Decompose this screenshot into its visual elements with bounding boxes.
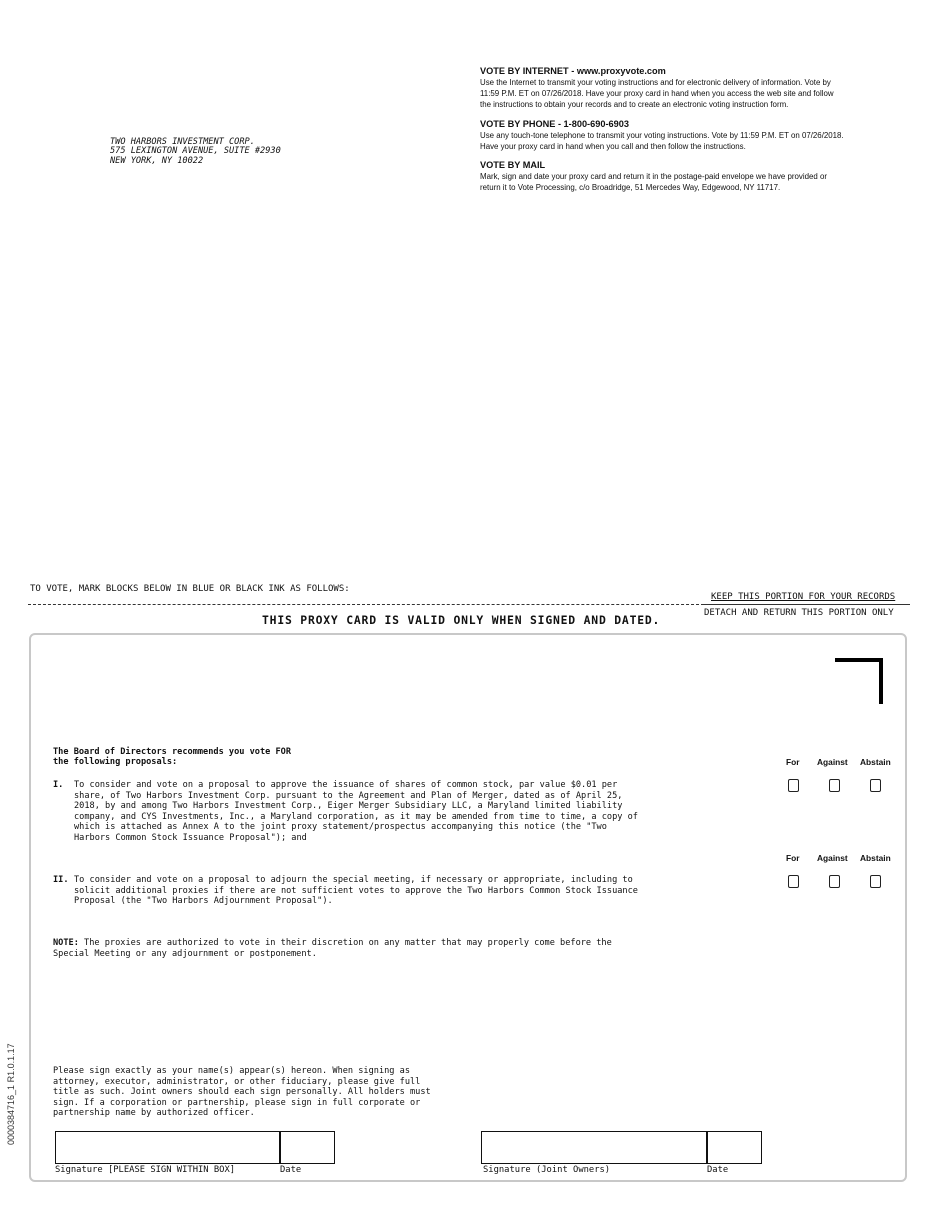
mark-instruction: TO VOTE, MARK BLOCKS BELOW IN BLUE OR BLACK INK AS FOLLOWS: — [30, 584, 350, 594]
proposal-1-text: To consider and vote on a proposal to approve the issuance of shares of common stock, par value $0.01 per share, of Two Harbors Investment Corp. pursuant to the Agreement and Plan of Merger, dated as of April 25, 2018, by and among Two Harbors Investment Corp., Eiger Merger Subsidiary LLC, a Maryland limited liability company, and CYS Investments, Inc., a Maryland corporation, as it may be amended from time to time, a copy of which is attached as Annex A to the joint proxy statement/prospectus accompanying this notice (the "Two Harbors Common Stock Issuance Proposal"); and — [74, 780, 638, 843]
vote-by-internet-title: VOTE BY INTERNET - www.proxyvote.com — [480, 66, 666, 76]
vote-header-abstain-1: Abstain — [860, 757, 891, 767]
keep-portion-label: KEEP THIS PORTION FOR YOUR RECORDS — [711, 592, 896, 602]
joint-signature-box[interactable] — [481, 1131, 708, 1164]
proposal-2-abstain-checkbox[interactable] — [870, 875, 881, 888]
company-address-line1: 575 LEXINGTON AVENUE, SUITE #2930 — [110, 146, 281, 157]
joint-date-label: Date — [707, 1165, 729, 1175]
joint-date-box[interactable] — [706, 1131, 762, 1164]
company-address — [110, 138, 281, 166]
proposal-2-for-checkbox[interactable] — [788, 875, 799, 888]
vote-header-abstain-2: Abstain — [860, 853, 891, 863]
proposal-1-abstain-checkbox[interactable] — [870, 779, 881, 792]
registration-corner-mark — [835, 658, 883, 704]
note-label: NOTE: — [53, 938, 79, 948]
signing-instructions: Please sign exactly as your name(s) appear(s) hereon. When signing as attorney, executor, administrator, or other fiduciary, please give full title as such. Joint owners should each sign personally. All holders must sign. If a corporation or partnership, please sign in full corporate or partnership name by authorized officer. — [53, 1066, 431, 1118]
proposal-1-against-checkbox[interactable] — [829, 779, 840, 792]
joint-signature-label: Signature (Joint Owners) — [483, 1165, 611, 1175]
vote-header-for-2: For — [786, 853, 800, 863]
proposal-2-text: To consider and vote on a proposal to adjourn the special meeting, if necessary or appropriate, including to solicit additional proxies if there are not sufficient votes to approve the Two Harbors Common Stock Issuance Proposal (the "Two Harbors Adjournment Proposal"). — [74, 875, 638, 906]
date-box[interactable] — [279, 1131, 335, 1164]
proposal-2-number: II. — [53, 875, 69, 885]
detach-dashed-line — [28, 604, 704, 605]
detach-return-label: DETACH AND RETURN THIS PORTION ONLY — [704, 608, 894, 618]
valid-notice: THIS PROXY CARD IS VALID ONLY WHEN SIGNED AND DATED. — [262, 613, 661, 627]
signature-label: Signature [PLEASE SIGN WITHIN BOX] — [55, 1165, 236, 1175]
vote-by-phone — [480, 119, 845, 152]
vote-methods — [480, 66, 845, 201]
note-text: The proxies are authorized to vote in their discretion on any matter that may properly come before the Special Meeting or any adjournment or postponement. — [53, 938, 612, 959]
board-recommendation-line2: the following proposals: — [53, 757, 178, 768]
note — [53, 938, 612, 959]
date-label: Date — [280, 1165, 302, 1175]
company-address-line2: NEW YORK, NY 10022 — [110, 155, 204, 166]
keep-portion-rule — [704, 604, 910, 605]
vote-by-mail — [480, 160, 845, 193]
vote-by-internet — [480, 66, 845, 111]
vote-by-mail-text: Mark, sign and date your proxy card and return it in the postage-paid envelope we have provided or return it to Vote Processing, c/o Broadridge, 51 Mercedes Way, Edgewood, NY 11717. — [480, 172, 827, 193]
vote-header-for-1: For — [786, 757, 800, 767]
vote-by-mail-title: VOTE BY MAIL — [480, 160, 546, 171]
proposal-2-against-checkbox[interactable] — [829, 875, 840, 888]
signature-box[interactable] — [55, 1131, 281, 1164]
vote-by-internet-text: Use the Internet to transmit your voting instructions and for electronic delivery of information. Vote by 11:59 P.M. ET on 07/26/2018. Have your proxy card in hand when you access the web site and follow the instructions to obtain your records and to create an electronic voting instruction form. — [480, 78, 834, 110]
company-name: TWO HARBORS INVESTMENT CORP. — [110, 137, 255, 147]
vote-header-against-1: Against — [817, 757, 848, 767]
side-document-code: 0000384716_1 R1.0.1.17 — [6, 1043, 16, 1145]
proposal-1-number: I. — [53, 780, 64, 790]
board-recommendation-line1: The Board of Directors recommends you vote FOR — [53, 747, 291, 757]
vote-by-phone-text: Use any touch-tone telephone to transmit your voting instructions. Vote by 11:59 P.M. ET on 07/26/2018. Have your proxy card in hand when you call and then follow the instructions. — [480, 130, 844, 151]
vote-header-against-2: Against — [817, 853, 848, 863]
vote-by-phone-title: VOTE BY PHONE - 1-800-690-6903 — [480, 118, 629, 129]
proposal-1-for-checkbox[interactable] — [788, 779, 799, 792]
board-recommendation — [53, 747, 291, 768]
